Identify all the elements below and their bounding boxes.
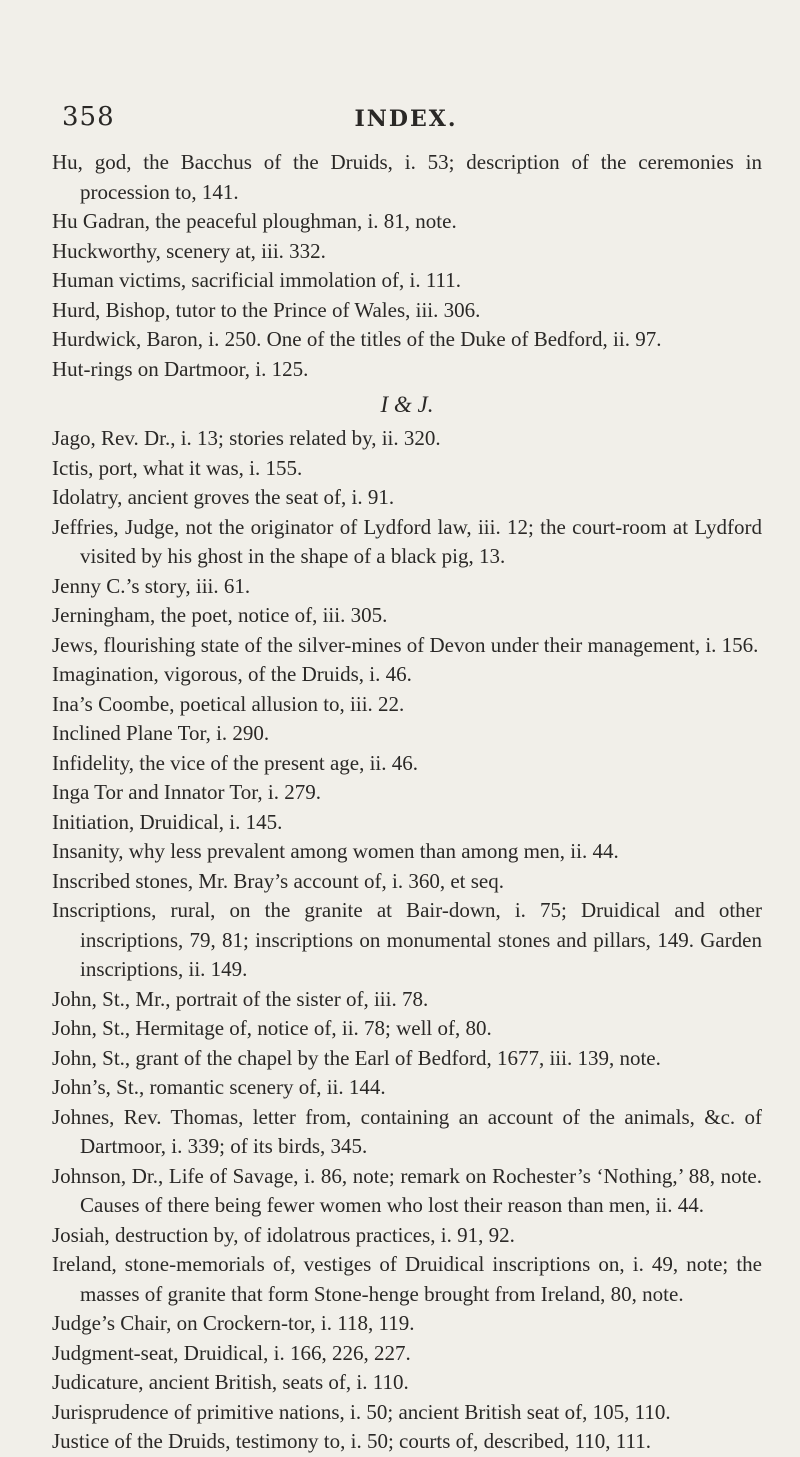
index-entry: Jeffries, Judge, not the originator of Lydford law, iii. 12; the court-room at Lydford visited by his ghost in the shape of a black pig, 13. bbox=[52, 514, 762, 568]
index-entries bbox=[52, 148, 762, 1457]
index-entry: Johnson, Dr., Life of Savage, i. 86, note; remark on Rochester’s ‘Nothing,’ 88, note. Causes of there being fewer women who lost their reason than men, ii. 44. bbox=[52, 1163, 762, 1217]
index-entry: John, St., grant of the chapel by the Earl of Bedford, 1677, iii. 139, note. bbox=[52, 1045, 661, 1070]
index-entry: John, St., Mr., portrait of the sister of, iii. 78. bbox=[52, 986, 429, 1011]
index-entry: Inga Tor and Innator Tor, i. 279. bbox=[52, 780, 321, 804]
index-entry: Ireland, stone-memorials of, vestiges of Druidical inscriptions on, i. 49, note; the masses of granite that form Stone-henge brought from Ireland, 80, note. bbox=[52, 1252, 762, 1306]
index-entry: Hu Gadran, the peaceful ploughman, i. 81, note. bbox=[52, 209, 457, 233]
index-entry: Human victims, sacrificial immolation of, i. 111. bbox=[52, 268, 462, 292]
section-heading: I & J. bbox=[380, 392, 434, 417]
index-entry: Jenny C.’s story, iii. 61. bbox=[52, 573, 251, 598]
index-entry: Ina’s Coombe, poetical allusion to, iii. 22. bbox=[52, 691, 405, 716]
index-entry: Justice of the Druids, testimony to, i. 50; courts of, described, 110, 111. bbox=[52, 1429, 651, 1453]
index-entry: Josiah, destruction by, of idolatrous practices, i. 91, 92. bbox=[52, 1222, 515, 1247]
index-entry: Jews, flourishing state of the silver-mines of Devon under their management, i. 156. bbox=[52, 632, 759, 657]
index-entry: Hu, god, the Bacchus of the Druids, i. 53; description of the ceremonies in procession to, 141. bbox=[52, 150, 762, 204]
index-entry: Insanity, why less prevalent among women than among men, ii. 44. bbox=[52, 839, 619, 863]
index-entry: Johnes, Rev. Thomas, letter from, containing an account of the animals, &c. of Dartmoor, i. 339; of its birds, 345. bbox=[52, 1104, 762, 1158]
index-entry: Hurd, Bishop, tutor to the Prince of Wales, iii. 306. bbox=[52, 297, 481, 322]
index-entry: Jago, Rev. Dr., i. 13; stories related by, ii. 320. bbox=[52, 426, 441, 450]
running-head bbox=[52, 102, 760, 142]
index-entry: Hurdwick, Baron, i. 250. One of the titles of the Duke of Bedford, ii. 97. bbox=[52, 327, 662, 351]
index-entry: Judicature, ancient British, seats of, i. 110. bbox=[52, 1370, 409, 1394]
index-entry: Inscribed stones, Mr. Bray’s account of, i. 360, et seq. bbox=[52, 868, 504, 893]
index-entry: Judgment-seat, Druidical, i. 166, 226, 227. bbox=[52, 1340, 411, 1365]
index-entry: Judge’s Chair, on Crockern-tor, i. 118, 119. bbox=[52, 1311, 415, 1335]
index-entry: John’s, St., romantic scenery of, ii. 144. bbox=[52, 1075, 386, 1099]
index-entry: Jerningham, the poet, notice of, iii. 305. bbox=[52, 603, 388, 627]
index-entry: Idolatry, ancient groves the seat of, i. 91. bbox=[52, 485, 395, 509]
index-entry: Hut-rings on Dartmoor, i. 125. bbox=[52, 356, 309, 381]
index-entry: Imagination, vigorous, of the Druids, i. 46. bbox=[52, 662, 412, 686]
index-entry: Ictis, port, what it was, i. 155. bbox=[52, 455, 303, 480]
index-entry: Inclined Plane Tor, i. 290. bbox=[52, 721, 270, 745]
index-entry: Huckworthy, scenery at, iii. 332. bbox=[52, 238, 326, 263]
index-entry: Initiation, Druidical, i. 145. bbox=[52, 809, 283, 834]
header-title: INDEX. bbox=[354, 106, 458, 132]
index-entry: Infidelity, the vice of the present age, ii. 46. bbox=[52, 750, 419, 775]
index-entry: Jurisprudence of primitive nations, i. 50; ancient British seat of, 105, 110. bbox=[52, 1399, 671, 1424]
page-number: 358 bbox=[62, 102, 115, 132]
index-entry: Inscriptions, rural, on the granite at Bair-down, i. 75; Druidical and other inscriptions, 79, 81; inscriptions on monumental stones and pillars, 149. Garden inscriptions, ii. 149. bbox=[52, 898, 762, 981]
index-entry: John, St., Hermitage of, notice of, ii. 78; well of, 80. bbox=[52, 1016, 492, 1040]
